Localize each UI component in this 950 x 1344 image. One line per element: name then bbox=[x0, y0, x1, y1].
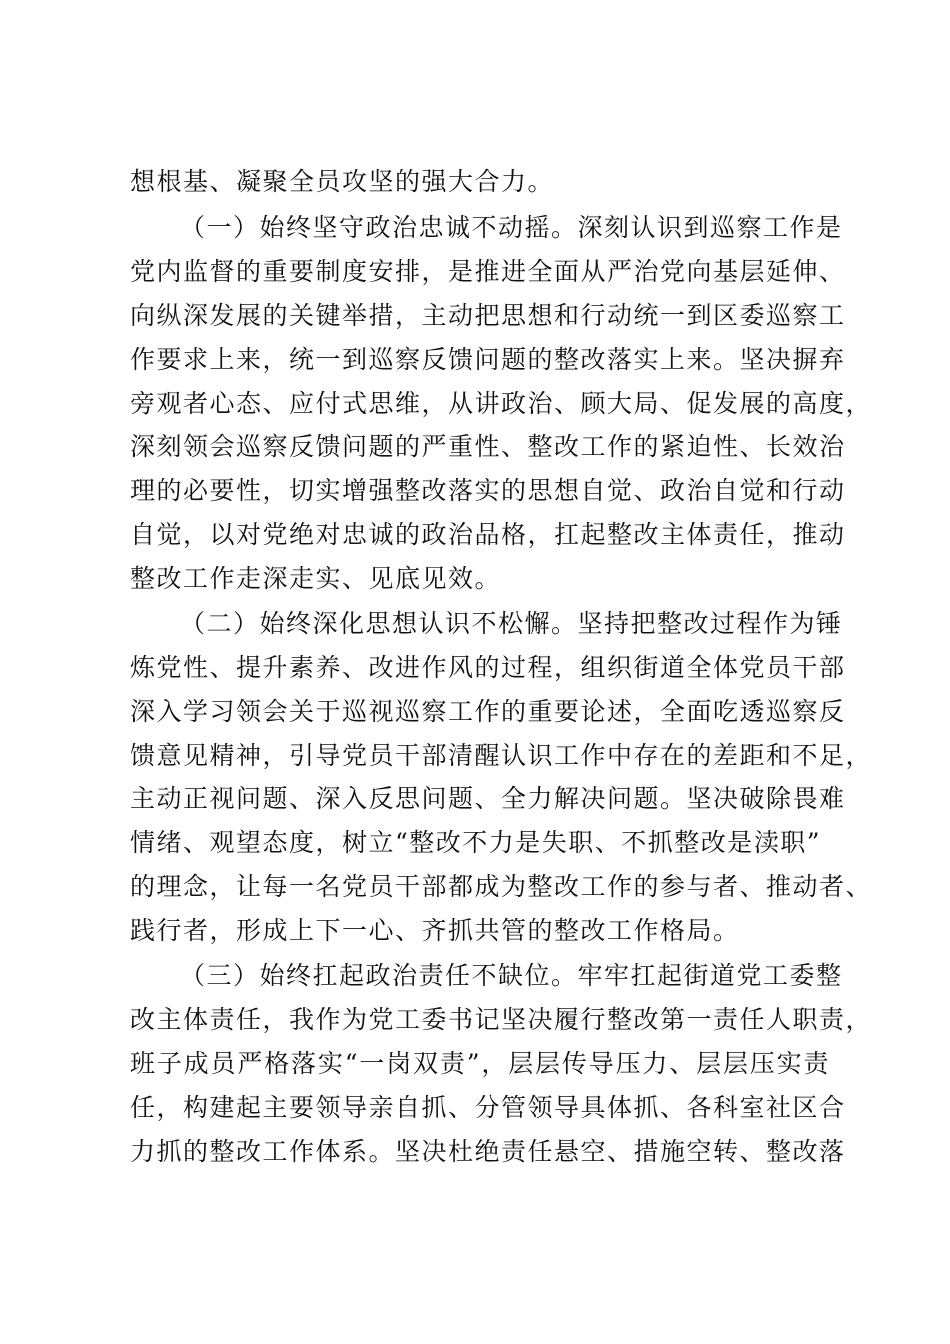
section-heading-line: （一）始终坚守政治忠诚不动摇。深刻认识到巡察工作是 bbox=[180, 213, 843, 242]
text-line: 的理念，让每一名党员干部都成为整改工作的参与者、推动者、 bbox=[130, 872, 873, 901]
text-line: 深入学习领会关于巡视巡察工作的重要论述，全面吃透巡察反 bbox=[130, 697, 846, 726]
text-line: 情绪、观望态度，树立“整改不力是失职、不抓整改是渎职” bbox=[130, 828, 822, 857]
text-line: 深刻领会巡察反馈问题的严重性、整改工作的紧迫性、长效治 bbox=[130, 432, 846, 461]
text-line: 整改工作走深走实、见底见效。 bbox=[130, 564, 502, 593]
text-line: 自觉，以对党绝对忠诚的政治品格，扛起整改主体责任，推动 bbox=[130, 520, 846, 549]
text-line: 主动正视问题、深入反思问题、全力解决问题。坚决破除畏难 bbox=[130, 784, 846, 813]
text-line: 理的必要性，切实增强整改落实的思想自觉、政治自觉和行动 bbox=[130, 476, 846, 505]
text-line: 任，构建起主要领导亲自抓、分管领导具体抓、各科室社区合 bbox=[130, 1093, 846, 1122]
text-line: 炼党性、提升素养、改进作风的过程，组织街道全体党员干部 bbox=[130, 653, 846, 682]
text-line: 践行者，形成上下一心、齐抓共管的整改工作格局。 bbox=[130, 916, 740, 945]
text-line: 力抓的整改工作体系。坚决杜绝责任悬空、措施空转、整改落 bbox=[130, 1137, 846, 1166]
text-line: 馈意见精神，引导党员干部清醒认识工作中存在的差距和不足， bbox=[130, 741, 873, 770]
text-line: 想根基、凝聚全员攻坚的强大合力。 bbox=[130, 167, 555, 196]
text-line: 班子成员严格落实“一岗双责”，层层传导压力、层层压实责 bbox=[130, 1049, 830, 1078]
text-line: 向纵深发展的关键举措，主动把思想和行动统一到区委巡察工 bbox=[130, 301, 846, 330]
section-heading-line: （二）始终深化思想认识不松懈。坚持把整改过程作为锤 bbox=[180, 609, 843, 638]
text-line: 作要求上来，统一到巡察反馈问题的整改落实上来。坚决摒弃 bbox=[130, 345, 846, 374]
text-line: 旁观者心态、应付式思维，从讲政治、顾大局、促发展的高度， bbox=[130, 389, 873, 418]
text-line: 改主体责任，我作为党工委书记坚决履行整改第一责任人职责， bbox=[130, 1005, 873, 1034]
text-line: 党内监督的重要制度安排，是推进全面从严治党向基层延伸、 bbox=[130, 257, 846, 286]
section-heading-line: （三）始终扛起政治责任不缺位。牢牢扛起街道党工委整 bbox=[180, 961, 843, 990]
